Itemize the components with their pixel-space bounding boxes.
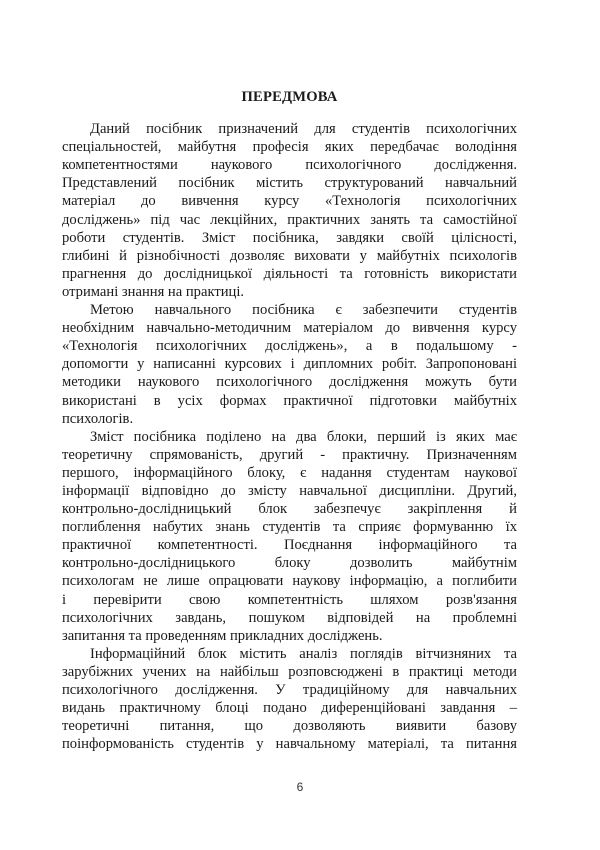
text-line: матеріал до вивчення курсу «Технологія психологічних xyxy=(62,193,517,210)
text-line: Представлений посібник містить структурований навчальний xyxy=(62,175,517,192)
text-line: першого, інформаційного блоку, є надання студентам наукової xyxy=(62,464,517,481)
text-line: запитання та проведенням прикладних досліджень. xyxy=(62,627,383,644)
body-text xyxy=(62,120,517,753)
text-line: психологам не лише опрацювати наукову інформацію, а поглибити xyxy=(62,573,517,590)
text-line: роботи студентів. Зміст посібника, завдяки своїй цілісності, xyxy=(62,229,517,246)
text-line: поглиблення набутих знань студентів та сприяє формуванню їх xyxy=(62,519,517,536)
text-line: досліджень» під час лекційних, практичних занять та самостійної xyxy=(62,211,517,228)
text-line: використані в усіх формах практичної підготовки майбутніх xyxy=(62,392,517,409)
text-line: теоретичну спрямованість, другий - практичну. Призначенням xyxy=(62,446,517,463)
text-line: Інформаційний блок містить аналіз поглядів вітчизняних та xyxy=(90,645,517,662)
text-line: видань практичному блоці подано диференційовані завдання – xyxy=(62,700,517,717)
text-line: теоретичні питання, що дозволяють виявити базову xyxy=(62,718,517,735)
text-line: Даний посібник призначений для студентів психологічних xyxy=(90,121,517,138)
text-line: необхідним навчально-методичним матеріалом до вивчення курсу xyxy=(62,320,517,337)
text-line: і перевірити свою компетентність шляхом розв'язання xyxy=(62,591,517,608)
text-line: контрольно-дослідницького блоку дозволить майбутнім xyxy=(62,555,517,572)
text-line: отримані знання на практиці. xyxy=(62,283,245,300)
paragraph xyxy=(62,120,517,301)
paragraph xyxy=(62,301,517,428)
paragraph xyxy=(62,645,517,754)
text-line: компетентностями наукового психологічного дослідження. xyxy=(62,157,517,174)
page-number: 6 xyxy=(296,780,304,794)
text-line: практичної компетентності. Поєднання інформаційного та xyxy=(62,537,517,554)
text-line: методики наукового психологічного дослідження можуть бути xyxy=(62,374,517,391)
text-line: поінформованість студентів у навчальному матеріалі, та питання xyxy=(62,736,517,753)
text-line: Метою навчального посібника є забезпечити студентів xyxy=(90,302,517,319)
text-line: глибині й різнобічності дозволяє виховати у майбутніх психологів xyxy=(62,247,517,264)
paragraph xyxy=(62,428,517,645)
text-line: зарубіжних учених на найбільш розповсюджені в практиці методи xyxy=(62,663,517,680)
document-page xyxy=(62,88,517,753)
text-line: психологів. xyxy=(62,410,134,427)
text-line: «Технологія психологічних досліджень», а в подальшому - xyxy=(62,338,517,355)
text-line: спеціальностей, майбутня професія яких передбачає володіння xyxy=(62,139,517,156)
text-line: контрольно-дослідницький блок забезпечує закріплення й xyxy=(62,501,517,518)
page-title: ПЕРЕДМОВА xyxy=(241,89,338,105)
text-line: психологічних завдань, пошуком відповідей на проблемні xyxy=(62,609,517,626)
text-line: допомогти у написанні курсових і дипломних робіт. Запропоновані xyxy=(62,356,517,373)
text-line: Зміст посібника поділено на два блоки, перший із яких має xyxy=(90,428,517,445)
text-line: інформації відповідно до змісту навчальної дисципліни. Другий, xyxy=(62,482,517,499)
text-line: прагнення до дослідницької діяльності та готовність використати xyxy=(62,265,517,282)
text-line: психологічного дослідження. У традиційному для навчальних xyxy=(62,682,517,698)
